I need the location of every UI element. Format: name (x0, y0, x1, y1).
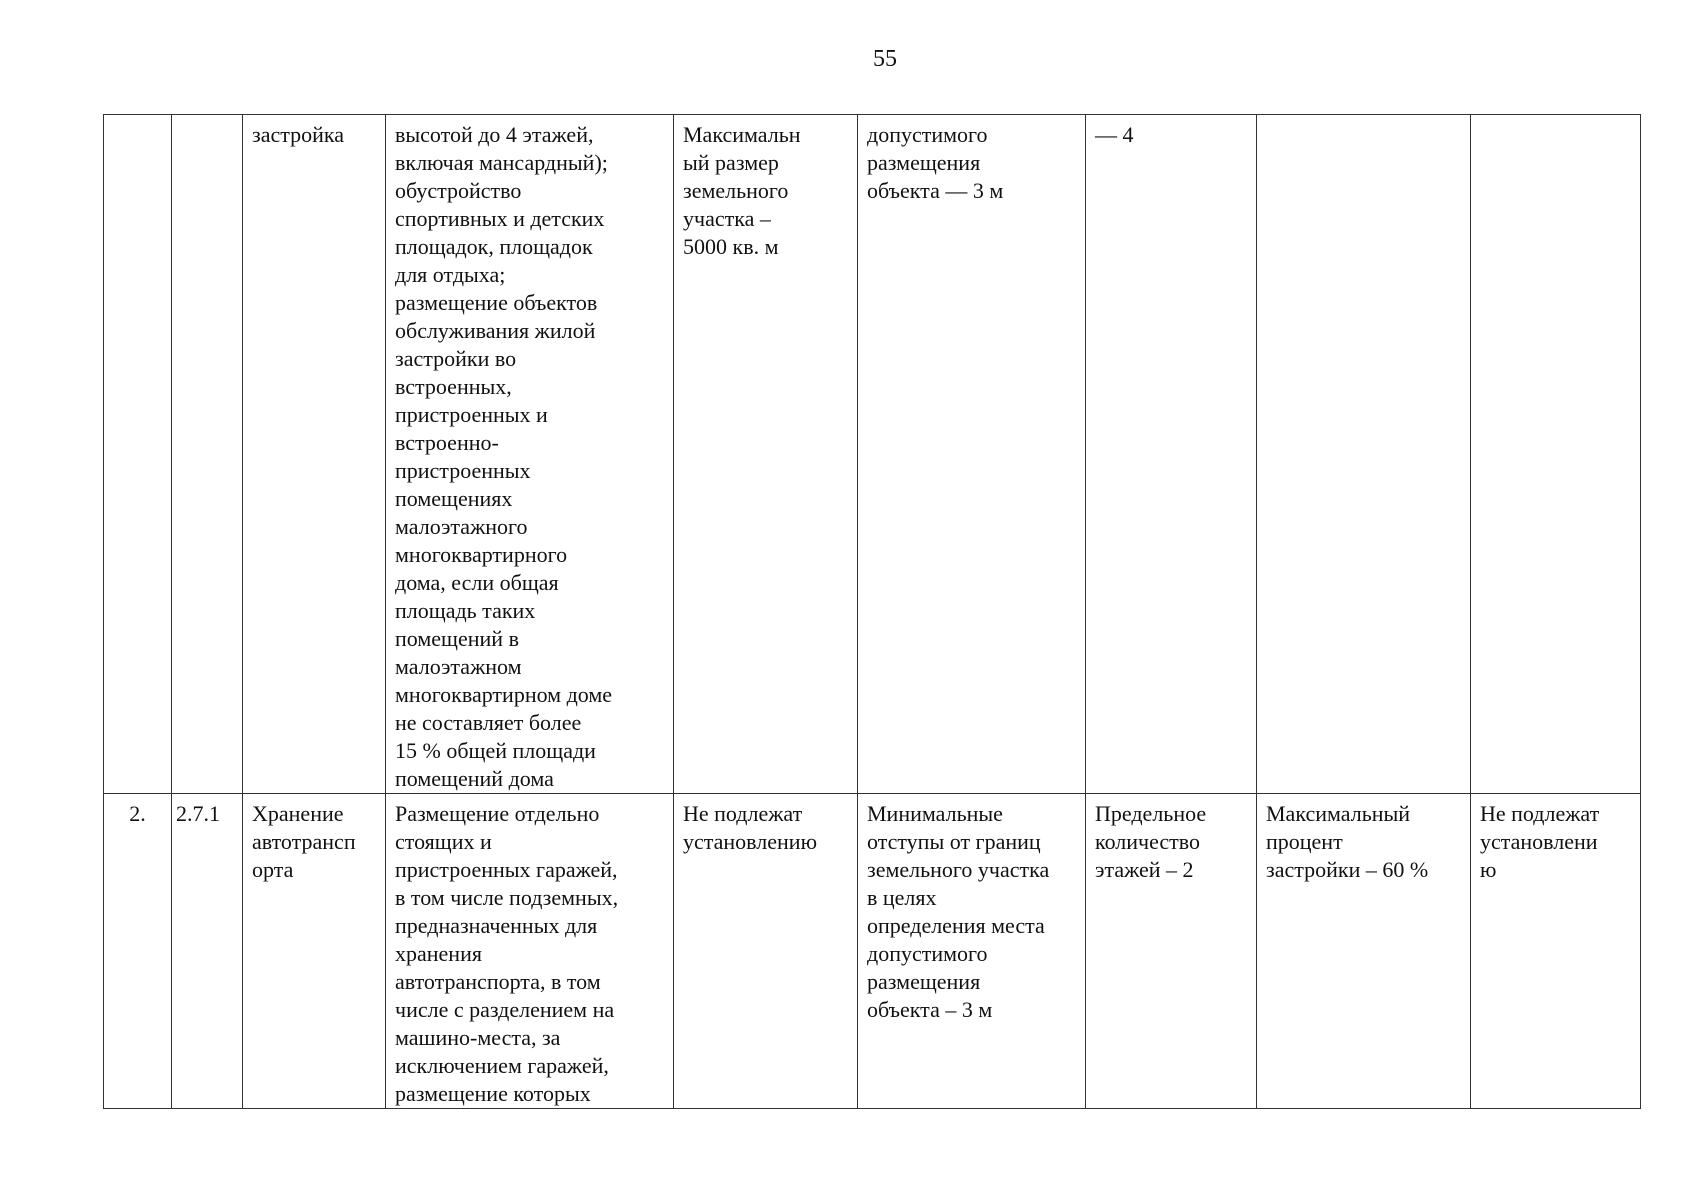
cell-floors: — 4 (1086, 115, 1257, 794)
cell-coverage: Максимальный процент застройки – 60 % (1257, 794, 1471, 1109)
cell-use-name: Хранение автотрансп орта (243, 794, 386, 1109)
page-number: 55 (873, 46, 897, 72)
cell-other: Не подлежат установлени ю (1471, 794, 1641, 1109)
table-row (104, 115, 1641, 794)
cell-code (172, 794, 243, 1109)
cell-setbacks: допустимого размещения объекта — 3 м (858, 115, 1086, 794)
cell-other (1471, 115, 1641, 794)
cell-number: 2. (104, 794, 172, 1109)
cell-description: Размещение отдельно стоящих и пристроенных гаражей, в том числе подземных, предназначенных для хранения автотранспорта, в том числе с разделением на машино-места, за исключением гаражей, размещение которых (386, 794, 674, 1109)
cell-plot-size: Не подлежат установлению (674, 794, 858, 1109)
cell-number (104, 115, 172, 794)
cell-plot-size: Максимальн ый размер земельного участка – 5000 кв. м (674, 115, 858, 794)
cell-code (172, 115, 243, 794)
cell-description: высотой до 4 этажей, включая мансардный); обустройство спортивных и детских площадок, площадок для отдыха; размещение объектов обслуживания жилой застройки во встроенных, пристроенных и встроенно- пристроенных помещениях малоэтажного многоквартирного дома, если общая площадь таких помещений в малоэтажном многоквартирном доме не составляет более 15 % общей площади помещений дома (386, 115, 674, 794)
cell-coverage (1257, 115, 1471, 794)
cell-use-name: застройка (243, 115, 386, 794)
table-row (104, 794, 1641, 1109)
cell-floors: Предельное количество этажей – 2 (1086, 794, 1257, 1109)
code-text: 2.7.1 (176, 801, 220, 826)
land-use-table (103, 114, 1641, 1109)
cell-setbacks: Минимальные отступы от границ земельного участка в целях определения места допустимого размещения объекта – 3 м (858, 794, 1086, 1109)
